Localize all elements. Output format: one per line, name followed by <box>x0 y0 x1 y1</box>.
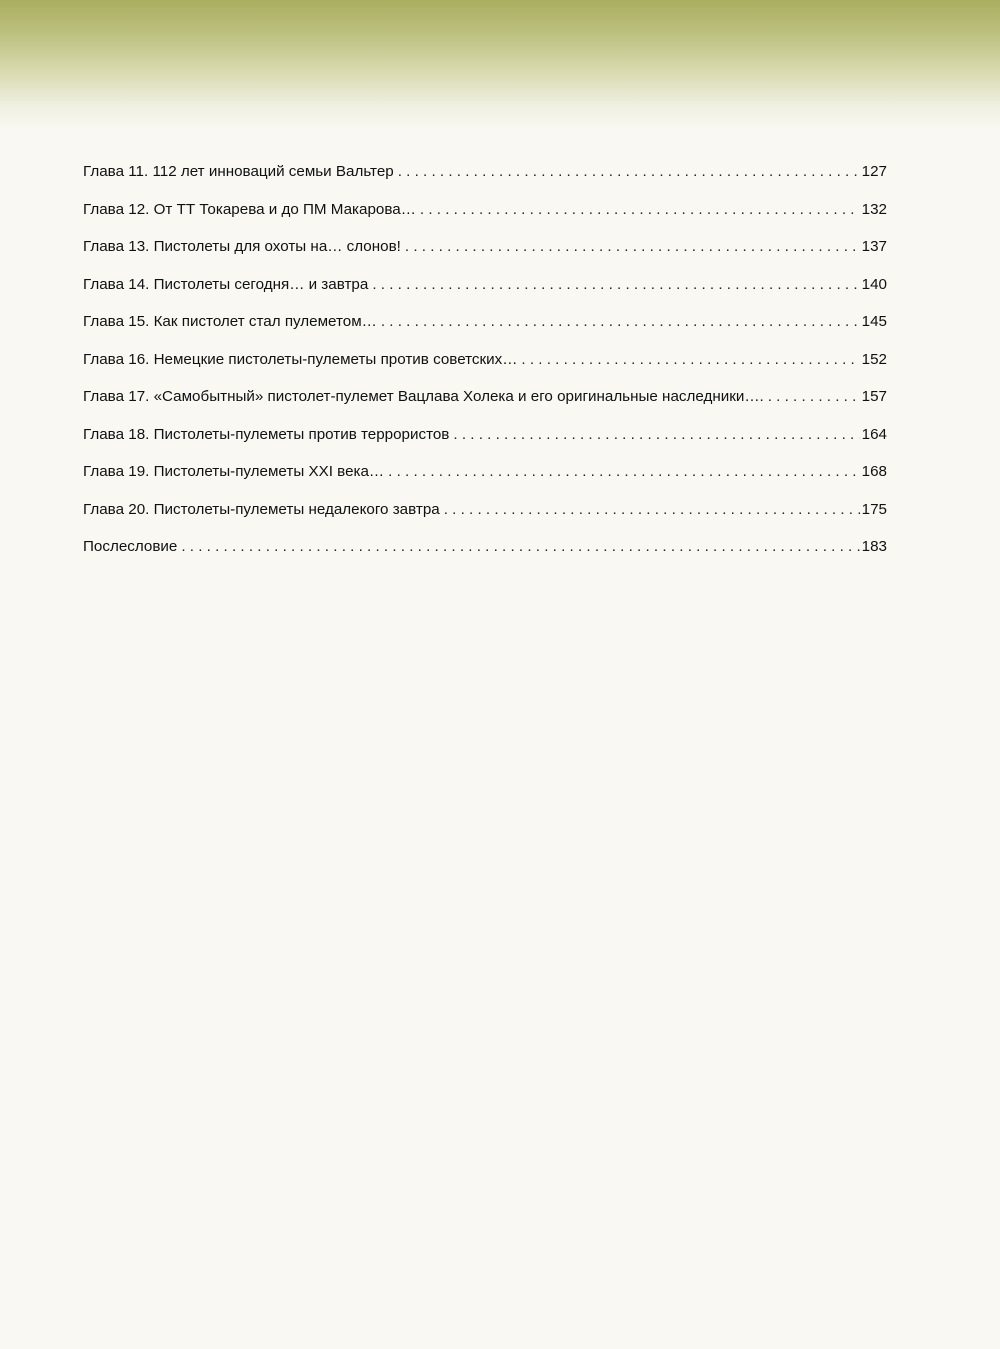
toc-entry-page: 137 <box>861 238 887 255</box>
toc-entry-page: 157 <box>861 388 887 405</box>
toc-entry-title: Послесловие <box>83 538 178 555</box>
toc-entry-chapter-13[interactable] <box>83 233 887 271</box>
table-of-contents <box>83 158 887 571</box>
toc-entry-chapter-17[interactable] <box>83 383 887 421</box>
toc-entry-chapter-16[interactable] <box>83 346 887 384</box>
dot-leader <box>388 458 860 486</box>
toc-entry-afterword[interactable] <box>83 533 887 571</box>
toc-entry-title: Глава 15. Как пистолет стал пулеметом… <box>83 313 377 330</box>
toc-entry-chapter-15[interactable] <box>83 308 887 346</box>
toc-entry-title: Глава 19. Пистолеты-пулеметы XXI века… <box>83 463 385 480</box>
toc-entry-chapter-18[interactable] <box>83 421 887 459</box>
header-band <box>0 0 1000 130</box>
toc-entry-chapter-11[interactable] <box>83 158 887 196</box>
dot-leader <box>444 496 860 524</box>
toc-entry-title: Глава 18. Пистолеты-пулеметы против террористов <box>83 425 450 443</box>
dot-leader <box>381 308 860 336</box>
toc-entry-chapter-14[interactable] <box>83 271 887 309</box>
toc-entry-page: 140 <box>861 275 887 293</box>
dot-leader <box>405 233 860 261</box>
dot-leader <box>181 533 859 561</box>
dot-leader <box>521 346 859 374</box>
dot-leader <box>453 421 859 449</box>
dot-leader <box>420 196 860 224</box>
toc-entry-page: 175 <box>861 500 887 518</box>
toc-entry-title: Глава 13. Пистолеты для охоты на… слонов! <box>83 238 401 255</box>
toc-entry-page: 164 <box>861 425 887 443</box>
toc-entry-page: 152 <box>861 350 887 368</box>
toc-entry-title: Глава 11. 112 лет инноваций семьи Вальтер <box>83 163 394 180</box>
toc-entry-title: Глава 20. Пистолеты-пулеметы недалекого завтра <box>83 500 440 518</box>
toc-entry-title: Глава 14. Пистолеты сегодня… и завтра <box>83 275 369 293</box>
toc-entry-chapter-12[interactable] <box>83 196 887 234</box>
dot-leader <box>768 383 860 411</box>
toc-entry-chapter-20[interactable] <box>83 496 887 534</box>
toc-entry-title: Глава 16. Немецкие пистолеты-пулеметы против советских… <box>83 350 518 368</box>
toc-entry-chapter-19[interactable] <box>83 458 887 496</box>
dot-leader <box>372 271 859 299</box>
toc-entry-page: 183 <box>861 538 887 555</box>
toc-entry-title: Глава 17. «Самобытный» пистолет-пулемет Вацлава Холека и его оригинальные наследники…. <box>83 388 764 405</box>
toc-entry-page: 145 <box>861 313 887 330</box>
dot-leader <box>398 158 860 186</box>
toc-entry-title: Глава 12. От ТТ Токарева и до ПМ Макарова… <box>83 200 416 218</box>
toc-entry-page: 127 <box>861 163 887 180</box>
toc-entry-page: 132 <box>861 200 887 218</box>
toc-entry-page: 168 <box>861 463 887 480</box>
